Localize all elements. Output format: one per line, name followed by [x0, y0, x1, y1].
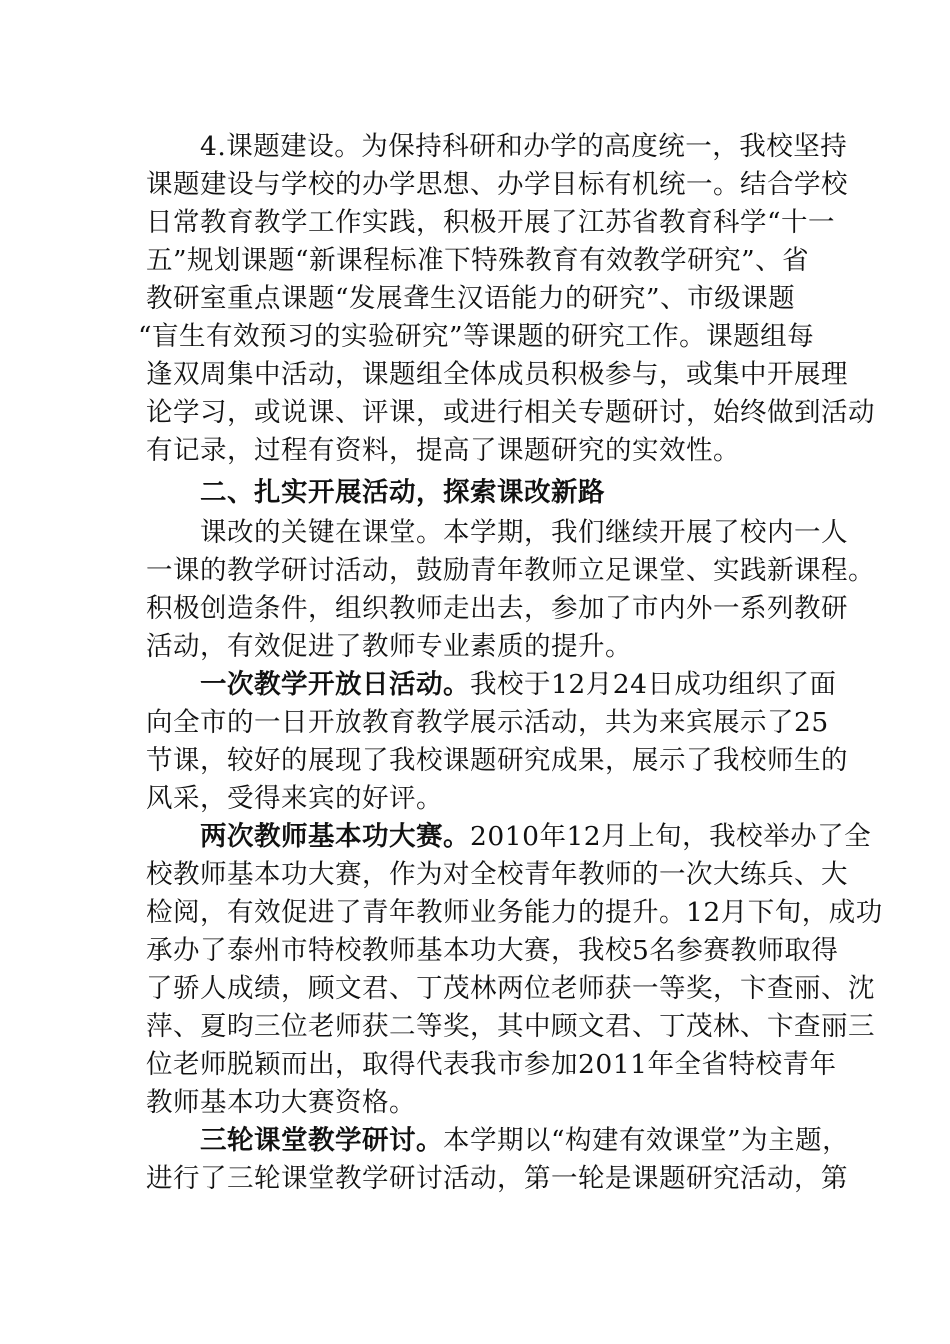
body-text-line: 了骄人成绩，顾文君、丁茂林两位老师获一等奖，卞查丽、沈: [146, 973, 875, 1004]
body-text-line: 节课，较好的展现了我校课题研究成果，展示了我校师生的: [146, 745, 848, 776]
body-text-line: 检阅，有效促进了青年教师业务能力的提升。12月下旬，成功: [146, 897, 883, 928]
body-text-line: 论学习，或说课、评课，或进行相关专题研讨，始终做到活动: [146, 397, 875, 428]
paragraph-lead: 两次教师基本功大赛。: [146, 821, 470, 852]
body-text-line: 向全市的一日开放教育教学展示活动，共为来宾展示了25: [146, 707, 829, 738]
body-text-line: 承办了泰州市特校教师基本功大赛，我校5名参赛教师取得: [146, 935, 839, 966]
body-text-line: 进行了三轮课堂教学研讨活动，第一轮是课题研究活动，第: [146, 1163, 848, 1194]
body-text-line: 日常教育教学工作实践，积极开展了江苏省教育科学“十一: [146, 207, 836, 238]
section-heading: 二、扎实开展活动，探索课改新路: [146, 477, 605, 508]
paragraph-text: 2010年12月上旬，我校举办了全: [470, 821, 872, 852]
body-text-line: 活动，有效促进了教师专业素质的提升。: [146, 631, 632, 662]
body-text-line: [146, 1122, 850, 1160]
body-text-line: 积极创造条件，组织教师走出去，参加了市内外一系列教研: [146, 593, 848, 624]
body-text-line: 校教师基本功大赛，作为对全校青年教师的一次大练兵、大: [146, 859, 848, 890]
body-text-line: “盲生有效预习的实验研究”等课题的研究工作。课题组每: [138, 321, 815, 352]
paragraph-text: 我校于12月24日成功组织了面: [470, 669, 837, 700]
body-text-line: 萍、夏昀三位老师获二等奖，其中顾文君、丁茂林、卞查丽三: [146, 1011, 875, 1042]
paragraph-lead: 一次教学开放日活动。: [146, 669, 470, 700]
body-text-line: 教师基本功大赛资格。: [146, 1087, 416, 1118]
body-text-line: 位老师脱颖而出，取得代表我市参加2011年全省特校青年: [146, 1049, 837, 1080]
body-text-line: [146, 818, 872, 856]
paragraph-text: 本学期以“构建有效课堂”为主题，: [443, 1125, 850, 1156]
body-text-line: 一课的教学研讨活动，鼓励青年教师立足课堂、实践新课程。: [146, 555, 875, 586]
body-text-line: 五”规划课题“新课程标准下特殊教育有效教学研究”、省: [146, 245, 810, 276]
body-text-line: 风采，受得来宾的好评。: [146, 783, 443, 814]
body-text-line: 4.课题建设。为保持科研和办学的高度统一，我校坚持: [146, 131, 848, 162]
body-text-line: [146, 666, 837, 704]
paragraph-lead: 三轮课堂教学研讨。: [146, 1125, 443, 1156]
body-text-line: 有记录，过程有资料，提高了课题研究的实效性。: [146, 435, 740, 466]
body-text-line: 课题建设与学校的办学思想、办学目标有机统一。结合学校: [146, 169, 848, 200]
body-text-line: 课改的关键在课堂。本学期，我们继续开展了校内一人: [146, 517, 848, 548]
body-text-line: 教研室重点课题“发展聋生汉语能力的研究”、市级课题: [146, 283, 796, 314]
body-text-line: 逢双周集中活动，课题组全体成员积极参与，或集中开展理: [146, 359, 848, 390]
